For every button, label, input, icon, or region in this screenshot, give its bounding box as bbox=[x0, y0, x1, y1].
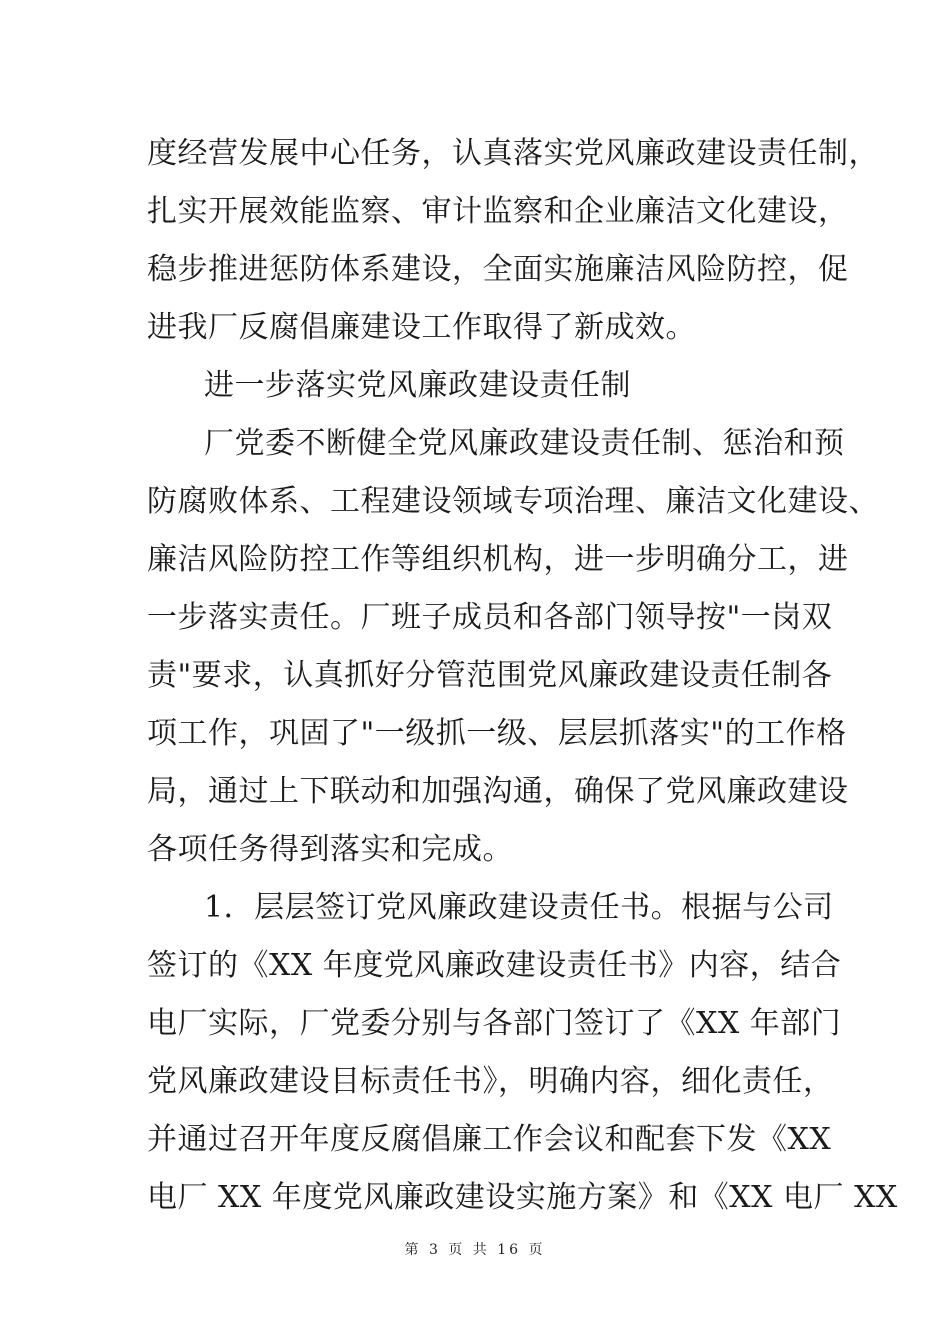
body-text-line: 一步落实责任。厂班子成员和各部门领导按"一岗双 bbox=[147, 600, 833, 635]
body-text-line: 稳步推进惩防体系建设，全面实施廉洁风险防控，促 bbox=[147, 252, 849, 287]
body-text-line: 厂党委不断健全党风廉政建设责任制、惩治和预 bbox=[204, 426, 845, 461]
body-text-line: 防腐败体系、工程建设领域专项治理、廉洁文化建设、 bbox=[147, 484, 879, 519]
body-text-line: 党风廉政建设目标责任书》，明确内容，细化责任， bbox=[147, 1064, 834, 1099]
body-text-line: 廉洁风险防控工作等组织机构，进一步明确分工，进 bbox=[147, 542, 849, 577]
body-text-line: 责"要求，认真抓好分管范围党风廉政建设责任制各 bbox=[147, 658, 833, 693]
body-text-line: 1．层层签订党风廉政建设责任书。根据与公司 bbox=[204, 890, 834, 925]
body-text-line: 局，通过上下联动和加强沟通，确保了党风廉政建设 bbox=[147, 774, 849, 809]
body-text-line: 进我厂反腐倡廉建设工作取得了新成效。 bbox=[147, 310, 696, 345]
body-text-line: 项工作，巩固了"一级抓一级、层层抓落实"的工作格 bbox=[147, 716, 847, 751]
section-heading: 进一步落实党风廉政建设责任制 bbox=[204, 368, 631, 403]
body-text-line: 并通过召开年度反腐倡廉工作会议和配套下发《XX bbox=[147, 1122, 832, 1157]
body-text-line: 扎实开展效能监察、审计监察和企业廉洁文化建设， bbox=[147, 194, 849, 229]
body-text-line: 电厂 XX 年度党风廉政建设实施方案》和《XX 电厂 XX bbox=[147, 1180, 898, 1215]
body-text-line: 签订的《XX 年度党风廉政建设责任书》内容，结合 bbox=[147, 948, 842, 983]
body-text-line: 电厂实际，厂党委分别与各部门签订了《XX 年部门 bbox=[147, 1006, 842, 1041]
body-text-line: 各项任务得到落实和完成。 bbox=[147, 832, 513, 867]
body-text-line: 度经营发展中心任务，认真落实党风廉政建设责任制， bbox=[147, 136, 879, 171]
page-number-footer: 第 3 页 共 16 页 bbox=[404, 1242, 546, 1258]
